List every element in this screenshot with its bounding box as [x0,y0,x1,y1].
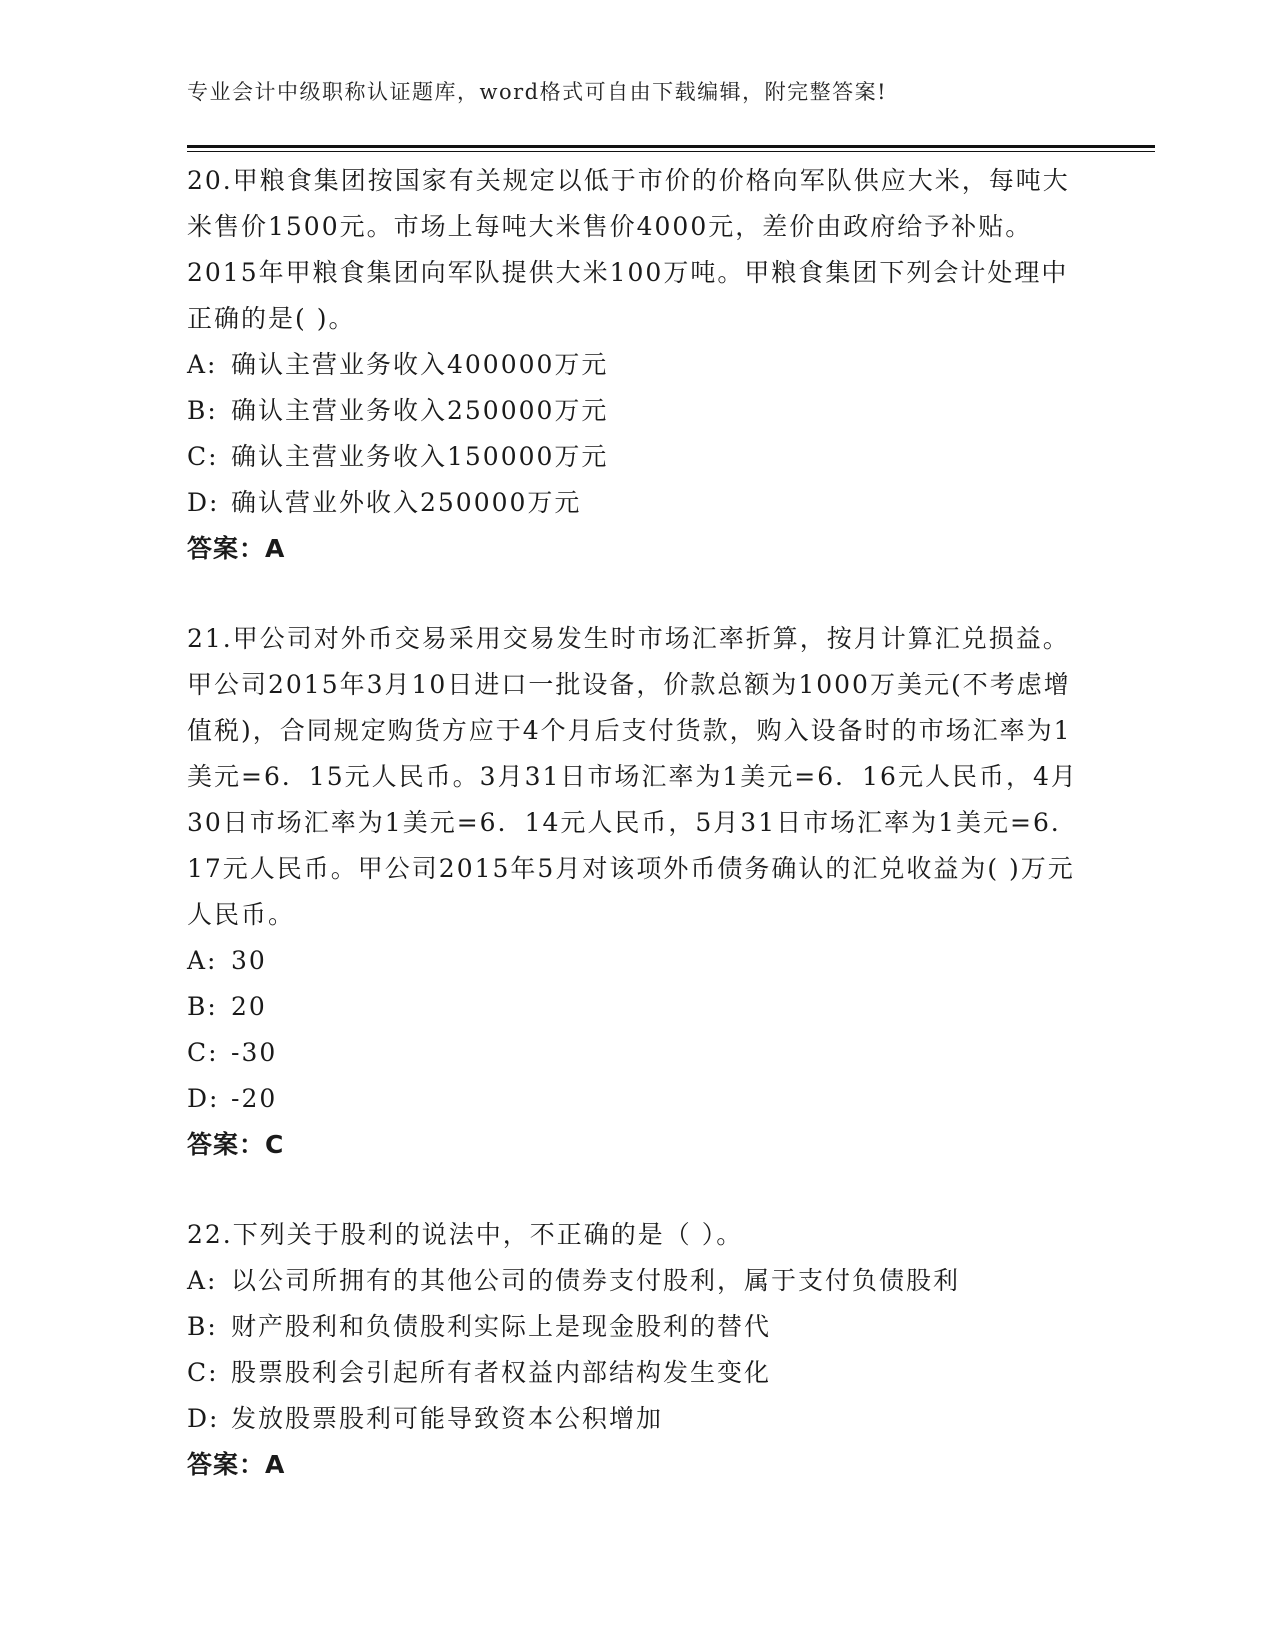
option-d [187,1076,1087,1122]
question-stem: 20.甲粮食集团按国家有关规定以低于市价的价格向军队供应大米，每吨大米售价1500元。市场上每吨大米售价4000元，差价由政府给予补贴。2015年甲粮食集团向军队提供大米100万吨。甲粮食集团下列会计处理中正确的是( )。 [187,166,1070,333]
option-c [187,1030,1087,1076]
option-c [187,1350,1087,1396]
option-letter: D: [187,1084,220,1113]
option-text: 财产股利和负债股利实际上是现金股利的替代 [231,1312,772,1341]
header-rule-thick [187,145,1155,148]
option-text: -30 [231,1038,278,1067]
question-22 [187,1212,1087,1488]
question-stem: 21.甲公司对外币交易采用交易发生时市场汇率折算，按月计算汇兑损益。甲公司2015年3月10日进口一批设备，价款总额为1000万美元(不考虑增值税)，合同规定购货方应于4个月后支付货款，购入设备时的市场汇率为1美元=6．15元人民币。3月31日市场汇率为1美元=6．16元人民币，4月30日市场汇率为1美元=6．14元人民币，5月31日市场汇率为1美元=6．17元人民币。甲公司2015年5月对该项外币债务确认的汇兑收益为( )万元人民币。 [187,624,1078,929]
option-text: 确认主营业务收入250000万元 [231,396,609,425]
option-letter: C: [187,1358,219,1387]
option-text: 股票股利会引起所有者权益内部结构发生变化 [231,1358,772,1387]
answer-line: 答案：A [187,1450,286,1479]
option-letter: C: [187,1038,219,1067]
option-text: 确认营业外收入250000万元 [231,488,582,517]
option-text: 发放股票股利可能导致资本公积增加 [231,1404,664,1433]
question-list [187,158,1087,1488]
option-letter: B: [187,1312,218,1341]
page-header: 专业会计中级职称认证题库，word格式可自由下载编辑，附完整答案! [187,80,888,104]
option-text: 确认主营业务收入150000万元 [231,442,609,471]
option-c [187,434,1087,480]
option-b [187,388,1087,434]
option-letter: D: [187,488,220,517]
option-b [187,984,1087,1030]
option-letter: A: [187,946,218,975]
option-letter: B: [187,396,218,425]
option-a [187,1258,1087,1304]
option-a [187,342,1087,388]
header-rule-thin [187,151,1155,152]
option-letter: A: [187,350,218,379]
option-text: -20 [231,1084,278,1113]
option-text: 确认主营业务收入400000万元 [231,350,609,379]
option-b [187,1304,1087,1350]
option-text: 30 [231,946,267,975]
answer-line: 答案：A [187,534,286,563]
question-stem: 22.下列关于股利的说法中，不正确的是（ ）。 [187,1220,744,1249]
option-d [187,480,1087,526]
option-letter: C: [187,442,219,471]
option-letter: B: [187,992,218,1021]
question-20 [187,158,1087,572]
option-letter: D: [187,1404,220,1433]
option-text: 20 [231,992,267,1021]
question-21 [187,616,1087,1168]
option-a [187,938,1087,984]
option-d [187,1396,1087,1442]
option-letter: A: [187,1266,218,1295]
answer-line: 答案：C [187,1130,285,1159]
option-text: 以公司所拥有的其他公司的债券支付股利，属于支付负债股利 [231,1266,961,1295]
